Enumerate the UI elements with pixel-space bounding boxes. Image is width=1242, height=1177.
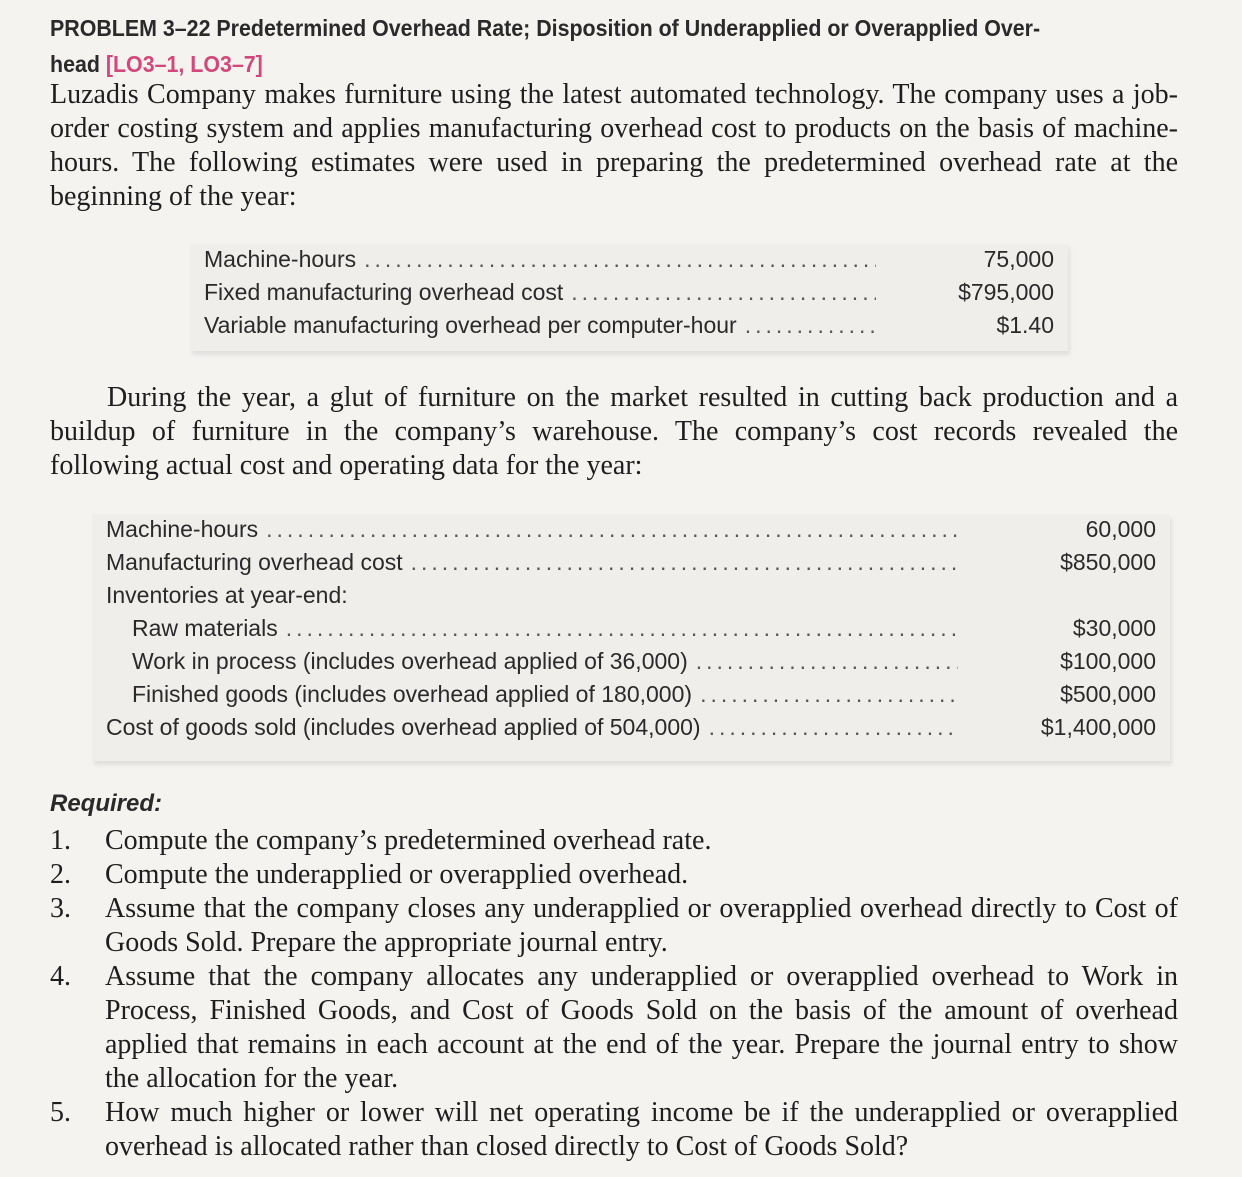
actual-label: Finished goods (includes overhead applied of 180,000) (132, 681, 693, 707)
actual-label: Manufacturing overhead cost (106, 549, 403, 575)
actual-row (106, 648, 1156, 681)
actual-label: Machine-hours (106, 516, 259, 542)
actual-value: $850,000 (1060, 549, 1156, 575)
leader-dots (745, 312, 876, 339)
estimate-label: Machine-hours (204, 246, 357, 272)
actual-value: $500,000 (1060, 681, 1156, 707)
actual-row (106, 615, 1156, 648)
estimates-table (190, 244, 1068, 351)
item-text: How much higher or lower will net operating income be if the underapplied or overapplied overhead is allocated rather than closed directly to Cost of Goods Sold? (105, 1097, 1178, 1162)
required-item (50, 858, 1178, 892)
item-text: Compute the underapplied or overapplied overhead. (105, 859, 689, 890)
actual-label: Raw materials (132, 615, 278, 641)
required-heading: Required: (50, 790, 163, 817)
item-text: Assume that the company allocates any underapplied or overapplied overhead to Work in Process, Finished Goods, and Cost of Goods Sold on the basis of the amount of overhead applied that remains in each account at the end of the year. Prepare the journal entry to show the allocation for the year. (105, 961, 1178, 1094)
item-number: 5. (50, 1097, 71, 1128)
leader-dots (286, 615, 958, 642)
actual-row (106, 681, 1156, 714)
intro-paragraph: Luzadis Company makes furniture using the latest automated technology. The company uses a job-order costing system and applies manufacturing overhead cost to products on the basis of machine-hours. The following estimates were used in preparing the predetermined overhead rate at the beginning of the year: (50, 79, 1178, 212)
item-text: Compute the company’s predetermined overhead rate. (105, 825, 712, 856)
required-item (50, 892, 1178, 960)
leader-dots (411, 549, 958, 576)
leader-dots (700, 681, 958, 708)
actual-label: Work in process (includes overhead applied of 36,000) (132, 648, 688, 674)
actuals-paragraph: During the year, a glut of furniture on the market resulted in cutting back production and a buildup of furniture in the company’s warehouse. The company’s cost records revealed the following actual cost and operating data for the year: (50, 382, 1178, 481)
actual-row (106, 516, 1156, 549)
leader-dots (364, 246, 876, 273)
estimate-row (204, 246, 1054, 279)
item-number: 4. (50, 961, 71, 992)
estimate-value: $795,000 (958, 279, 1054, 305)
leader-dots (696, 648, 958, 675)
leader-dots (266, 516, 958, 543)
estimate-label: Variable manufacturing overhead per computer-hour (204, 312, 737, 338)
actual-value: $1,400,000 (1040, 714, 1156, 740)
learning-objectives: [LO3–1, LO3–7] (105, 51, 263, 77)
required-item (50, 824, 1178, 858)
actual-row (106, 714, 1156, 747)
problem-title-line2: head (50, 51, 100, 77)
item-text: Assume that the company closes any underapplied or overapplied overhead directly to Cost of Goods Sold. Prepare the appropriate journal entry. (105, 893, 1178, 958)
estimate-value: $1.40 (996, 312, 1054, 338)
actual-row (106, 549, 1156, 582)
actual-value: $30,000 (1072, 615, 1156, 641)
actual-row-subheading (106, 582, 1156, 615)
actual-value: 60,000 (1085, 516, 1156, 542)
problem-title (50, 10, 1110, 82)
leader-dots (709, 714, 958, 741)
item-number: 1. (50, 825, 71, 856)
item-number: 3. (50, 893, 71, 924)
actual-value: $100,000 (1060, 648, 1156, 674)
estimate-value: 75,000 (983, 246, 1054, 272)
estimate-row (204, 312, 1054, 345)
actuals-table (92, 514, 1170, 761)
required-list (50, 824, 1178, 1164)
leader-dots (571, 279, 876, 306)
estimate-label: Fixed manufacturing overhead cost (204, 279, 564, 305)
estimate-row (204, 279, 1054, 312)
required-item (50, 1096, 1178, 1164)
actual-label: Cost of goods sold (includes overhead applied of 504,000) (106, 714, 701, 740)
required-item (50, 960, 1178, 1096)
problem-title-line1: PROBLEM 3–22 Predetermined Overhead Rate; Disposition of Underapplied or Overapplied Over- (50, 15, 1041, 41)
item-number: 2. (50, 859, 71, 890)
actual-label: Inventories at year-end: (106, 582, 348, 608)
